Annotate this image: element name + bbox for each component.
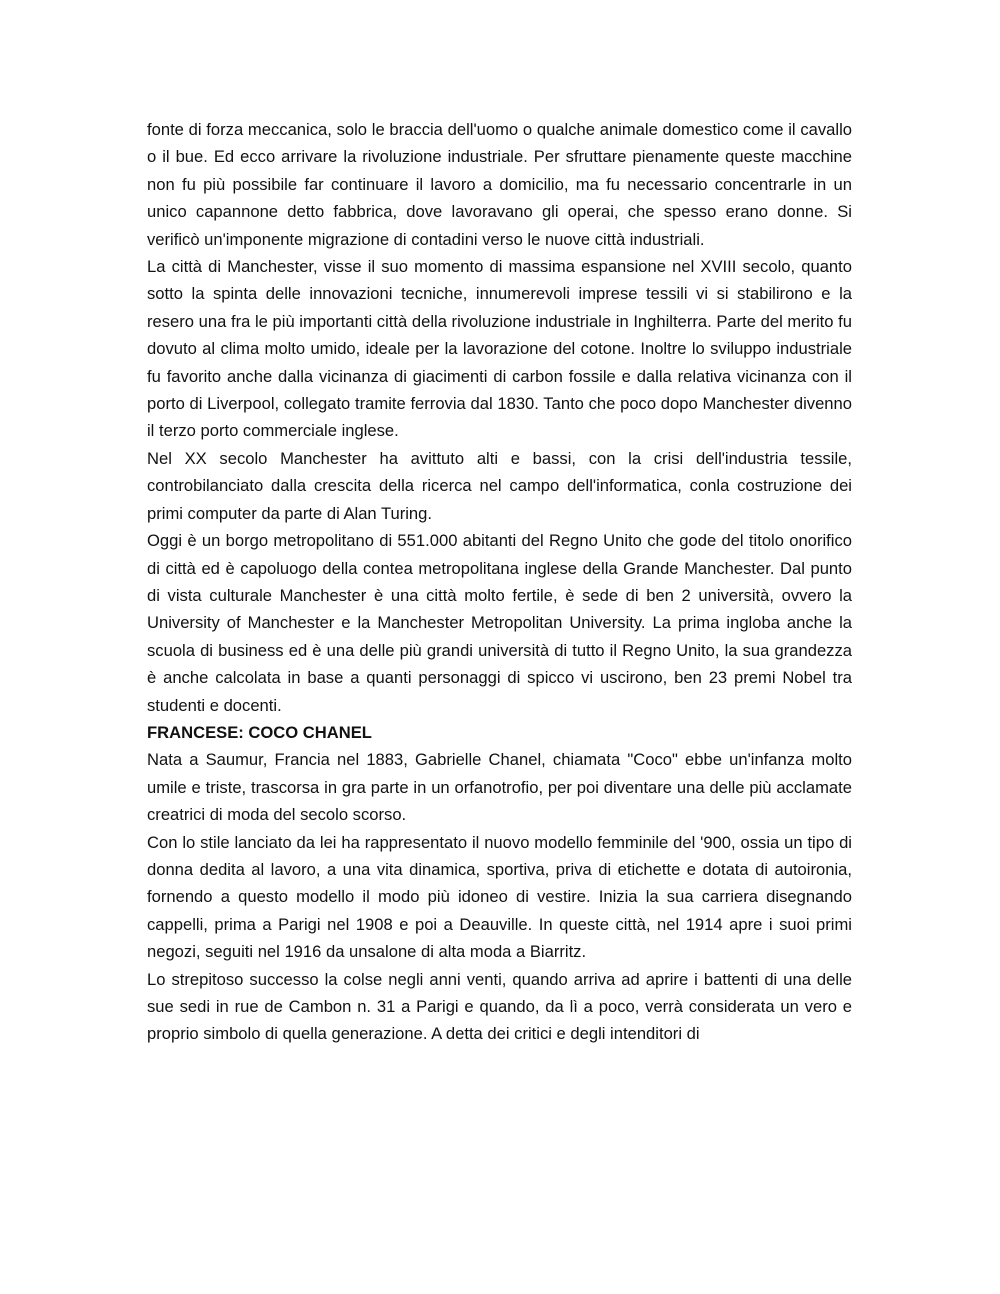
section-heading-francese: FRANCESE: COCO CHANEL — [147, 722, 372, 742]
paragraph-manchester-history: La città di Manchester, visse il suo momento di massima espansione nel XVIII secolo, quanto sotto la spinta delle innovazioni tecniche, innumerevoli imprese tessili vi si stabilirono e la resero una fra le più importanti città della rivoluzione industriale in Inghilterra. Parte del merito fu dovuto al clima molto umido, ideale per la lavorazione del cotone. Inoltre lo sviluppo industriale fu favorito anche dalla vicinanza di giacimenti di carbon fossile e dalla relativa vicinanza con il porto di Liverpool, collegato tramite ferrovia dal 1830. Tanto che poco dopo Manchester divenno il terzo porto commerciale inglese. — [147, 257, 852, 441]
paragraph-chanel-style: Con lo stile lanciato da lei ha rappresentato il nuovo modello femminile del '900, ossia un tipo di donna dedita al lavoro, a una vita dinamica, sportiva, priva di etichette e dotata di autoironia, fornendo a questo modello il modo più idoneo di vestire. Inizia la sua carriera disegnando cappelli, prima a Parigi nel 1908 e poi a Deauville. In queste città, nel 1914 apre i suoi primi negozi, seguiti nel 1916 da unsalone di alta moda a Biarritz. — [147, 832, 852, 962]
paragraph-manchester-20th-century: Nel XX secolo Manchester ha avittuto alti e bassi, con la crisi dell'industria tessile, controbilanciato dalla crescita della ricerca nel campo dell'informatica, conla costruzione dei primi computer da parte di Alan Turing. — [147, 448, 852, 523]
paragraph-chanel-birth: Nata a Saumur, Francia nel 1883, Gabrielle Chanel, chiamata "Coco" ebbe un'infanza molto umile e triste, trascorsa in gra parte in un orfanotrofio, per poi diventare una delle più acclamate creatrici di moda del secolo scorso. — [147, 750, 852, 825]
paragraph-industrial-revolution: fonte di forza meccanica, solo le braccia dell'uomo o qualche animale domestico come il cavallo o il bue. Ed ecco arrivare la rivoluzione industriale. Per sfruttare pienamente queste macchine non fu più possibile far continuare il lavoro a domicilio, ma fu necessario concentrarle in un unico capannone detto fabbrica, dove lavoravano gli operai, che spesso erano donne. Si verificò un'imponente migrazione di contadini verso le nuove città industriali. — [147, 120, 852, 249]
paragraph-chanel-success: Lo strepitoso successo la colse negli anni venti, quando arriva ad aprire i battenti di una delle sue sedi in rue de Cambon n. 31 a Parigi e quando, da lì a poco, verrà considerata un vero e proprio simbolo di quella generazione. A detta dei critici e degli intenditori di — [147, 969, 852, 1044]
paragraph-manchester-today: Oggi è un borgo metropolitano di 551.000 abitanti del Regno Unito che gode del titolo onorifico di città ed è capoluogo della contea metropolitana inglese della Grande Manchester. Dal punto di vista culturale Manchester è una città molto fertile, è sede di ben 2 università, ovvero la University of Manchester e la Manchester Metropolitan University. La prima ingloba anche la scuola di business ed è una delle più grandi università di tutto il Regno Unito, la sua grandezza è anche calcolata in base a quanti personaggi di spicco vi uscirono, ben 23 premi Nobel tra studenti e docenti. — [147, 531, 852, 715]
document-body — [147, 116, 852, 1048]
